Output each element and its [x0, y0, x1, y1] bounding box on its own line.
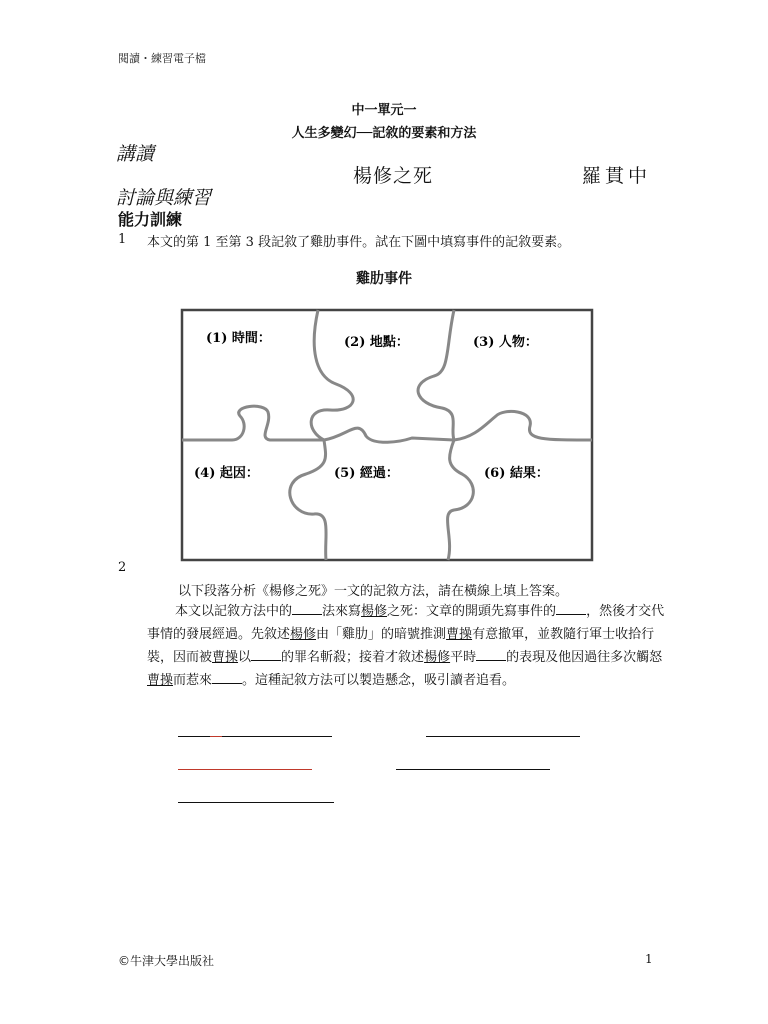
answer-line-1-mark: [210, 736, 222, 737]
answer-line-3[interactable]: [178, 769, 312, 770]
unit-subtitle: 人生多變幻──記敘的要素和方法: [291, 126, 477, 141]
lesson-title: 楊修之死: [353, 165, 434, 187]
fill-blank: [212, 671, 242, 684]
section-jiangdu: 講讀: [116, 143, 155, 165]
piece-label-people: (3) 人物：: [473, 335, 538, 350]
question-1-number: 1: [118, 232, 127, 247]
proper-name: 曹操: [212, 650, 239, 665]
page-number: 1: [645, 952, 653, 966]
proper-name: 楊修: [424, 650, 451, 665]
answer-line-4[interactable]: [396, 769, 550, 770]
fill-blank: [292, 602, 322, 615]
fill-blank: [476, 648, 506, 661]
proper-name: 曹操: [446, 627, 473, 642]
piece-label-result: (6) 結果：: [484, 466, 549, 481]
proper-name: 楊修: [361, 604, 388, 619]
question-2-number: 2: [118, 560, 127, 575]
question-2-intro: 以下段落分析《楊修之死》一文的記敘方法，請在橫線上填上答案。: [178, 584, 569, 599]
fill-blank: [556, 602, 586, 615]
piece-label-time: (1) 時間：: [206, 331, 271, 346]
piece-label-process: (5) 經過：: [334, 466, 399, 481]
section-discuss: 討論與練習: [116, 187, 212, 209]
page-header: 閱讀・練習電子檔: [118, 52, 206, 65]
proper-name: 楊修: [290, 627, 317, 642]
proper-name: 曹操: [147, 673, 174, 688]
question-1-text: 本文的第 1 至第 3 段記敘了雞肋事件。試在下圖中填寫事件的記敘要素。: [147, 235, 571, 250]
fill-blank: [251, 648, 281, 661]
lesson-author: 羅貫中: [582, 165, 652, 187]
answer-line-2[interactable]: [426, 736, 580, 737]
unit-title: 中一單元一: [351, 103, 417, 118]
publisher-footer: ©牛津大學出版社: [118, 954, 215, 968]
puzzle-title: 雞肋事件: [356, 271, 412, 287]
section-skill: 能力訓練: [118, 210, 183, 229]
answer-line-1[interactable]: [178, 736, 332, 737]
piece-label-cause: (4) 起因：: [194, 466, 259, 481]
jigsaw-puzzle: [178, 306, 596, 564]
analysis-paragraph: 本文以記敘方法中的 法來寫楊修之死：文章的開頭先寫事件的 ，然後才交代事情的發展經過。先敘述楊修由「雞肋」的暗號推測曹操有意撤軍，並教隨行軍士收拾行裝，因而被曹操以 的罪名斬殺；接着才敘述楊修平時 的表現及他因過往多次觸怒曹操而惹來 。這種記敘方法可以製造懸念，吸引讀者追看。: [147, 604, 665, 688]
piece-label-place: (2) 地點：: [344, 335, 409, 350]
answer-line-5[interactable]: [178, 802, 334, 803]
